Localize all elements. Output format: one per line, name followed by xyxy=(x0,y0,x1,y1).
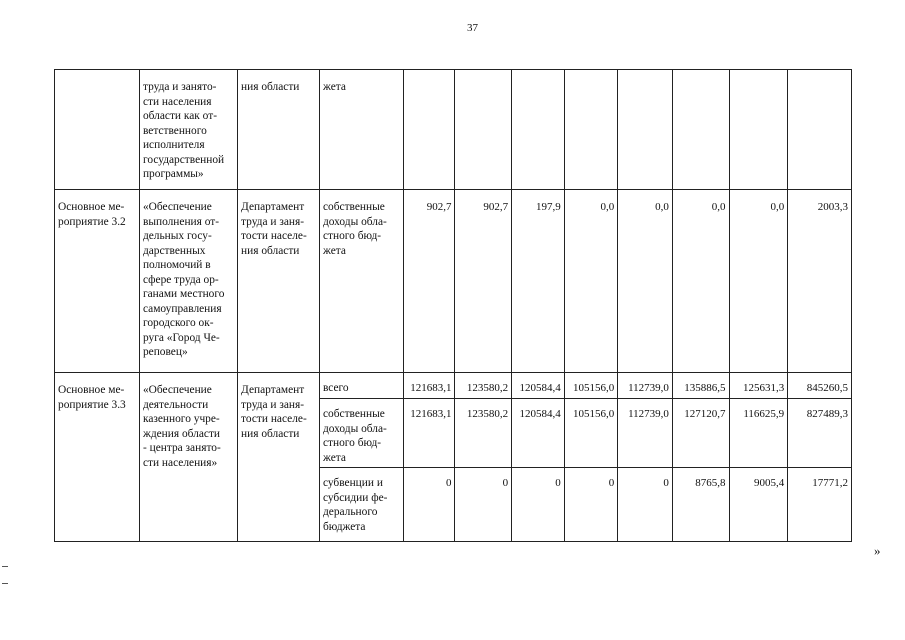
value-cell: 125631,3 xyxy=(729,373,788,399)
table-row xyxy=(55,70,852,190)
value-cell xyxy=(403,70,455,190)
value-cell: 902,7 xyxy=(455,190,512,373)
value-cell: 845260,5 xyxy=(788,373,852,399)
value-cell: 120584,4 xyxy=(512,373,565,399)
activity-cell: Основное ме- роприятие 3.3 xyxy=(55,373,140,542)
funding-source-cell: субвенции и субсидии фе- дерального бюджета xyxy=(319,468,403,542)
activity-title-cell: «Обеспечение выполнения от- дельных госу- дарственных полномочий в сфере труда ор- ганами местного самоуправления городского ок- руга «Город Че- реповец» xyxy=(139,190,237,373)
budget-table xyxy=(54,69,852,542)
value-cell: 123580,2 xyxy=(455,399,512,468)
value-cell: 0 xyxy=(512,468,565,542)
executor-cell: ния области xyxy=(238,70,320,190)
activity-title-cell: «Обеспечение деятельности казенного учре- ждения области - центра занято- сти населения» xyxy=(139,373,237,542)
value-cell: 0,0 xyxy=(672,190,729,373)
value-cell: 0,0 xyxy=(729,190,788,373)
value-cell xyxy=(564,70,618,190)
executor-cell: Департамент труда и заня- тости населе- ния области xyxy=(238,373,320,542)
executor-cell: Департамент труда и заня- тости населе- ния области xyxy=(238,190,320,373)
value-cell: 8765,8 xyxy=(672,468,729,542)
value-cell xyxy=(729,70,788,190)
value-cell: 127120,7 xyxy=(672,399,729,468)
activity-cell: Основное ме- роприятие 3.2 xyxy=(55,190,140,373)
value-cell xyxy=(618,70,673,190)
value-cell: 0 xyxy=(403,468,455,542)
value-cell xyxy=(512,70,565,190)
value-cell: 0 xyxy=(564,468,618,542)
value-cell: 121683,1 xyxy=(403,373,455,399)
value-cell: 116625,9 xyxy=(729,399,788,468)
closing-quote-mark: » xyxy=(874,543,881,558)
value-cell: 902,7 xyxy=(403,190,455,373)
value-cell: 0,0 xyxy=(564,190,618,373)
value-cell: 121683,1 xyxy=(403,399,455,468)
value-cell: 9005,4 xyxy=(729,468,788,542)
funding-source-cell: собственные доходы обла- стного бюд- жета xyxy=(319,190,403,373)
value-cell: 0 xyxy=(455,468,512,542)
activity-title-cell: труда и занято- сти населения области как от- ветственного исполнителя государственной программы» xyxy=(139,70,237,190)
funding-source-cell: всего xyxy=(319,373,403,399)
value-cell xyxy=(672,70,729,190)
value-cell xyxy=(455,70,512,190)
value-cell xyxy=(788,70,852,190)
value-cell: 135886,5 xyxy=(672,373,729,399)
value-cell: 2003,3 xyxy=(788,190,852,373)
value-cell: 112739,0 xyxy=(618,399,673,468)
value-cell: 0,0 xyxy=(618,190,673,373)
value-cell: 112739,0 xyxy=(618,373,673,399)
table-row xyxy=(55,190,852,373)
value-cell: 123580,2 xyxy=(455,373,512,399)
value-cell: 120584,4 xyxy=(512,399,565,468)
value-cell: 105156,0 xyxy=(564,399,618,468)
value-cell: 197,9 xyxy=(512,190,565,373)
value-cell: 105156,0 xyxy=(564,373,618,399)
table-row xyxy=(55,373,852,399)
value-cell: 0 xyxy=(618,468,673,542)
funding-source-cell: собственные доходы обла- стного бюд- жета xyxy=(319,399,403,468)
margin-mark xyxy=(2,566,8,567)
activity-cell xyxy=(55,70,140,190)
value-cell: 827489,3 xyxy=(788,399,852,468)
margin-mark xyxy=(2,583,8,584)
page-number: 37 xyxy=(467,22,478,34)
funding-source-cell: жета xyxy=(319,70,403,190)
value-cell: 17771,2 xyxy=(788,468,852,542)
